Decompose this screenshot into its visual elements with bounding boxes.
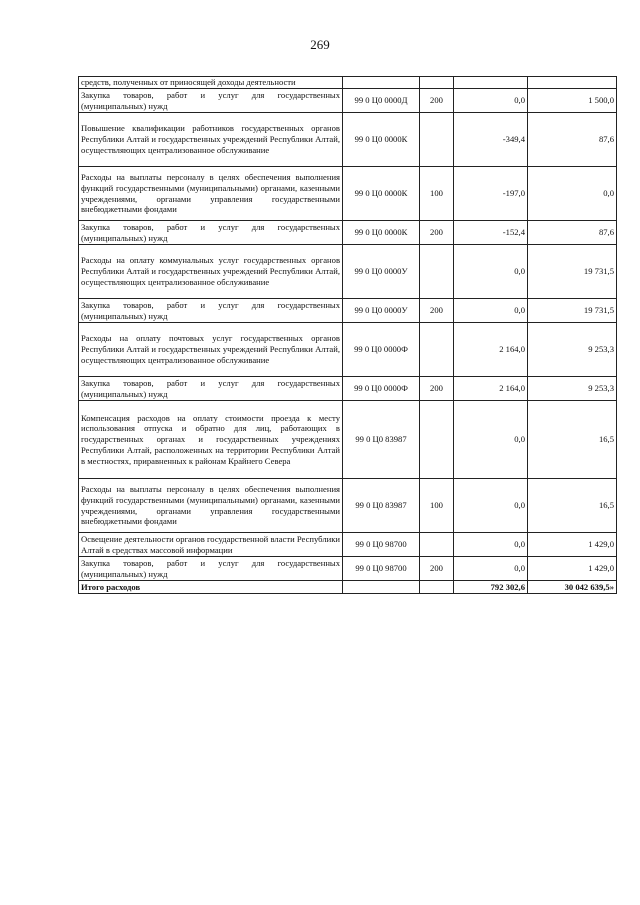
row-expense-type: 200 bbox=[420, 557, 454, 581]
row-amount-total: 0,0 bbox=[528, 167, 617, 221]
row-code: 99 0 Ц0 83987 bbox=[343, 479, 420, 533]
row-code bbox=[343, 77, 420, 89]
row-amount-total: 1 429,0 bbox=[528, 557, 617, 581]
total-code-empty bbox=[343, 581, 420, 594]
expenditure-table bbox=[78, 76, 617, 594]
row-expense-type bbox=[420, 77, 454, 89]
row-name: Закупка товаров, работ и услуг для государственных (муниципальных) нужд bbox=[79, 89, 343, 113]
row-name: Закупка товаров, работ и услуг для государственных (муниципальных) нужд bbox=[79, 221, 343, 245]
row-name: Расходы на выплаты персоналу в целях обеспечения выполнения функций государственными (муниципальными) органами, казенными учреждениями, органами управления государственными внебюджетными фондами bbox=[79, 479, 343, 533]
row-expense-type bbox=[420, 245, 454, 299]
total-label: Итого расходов bbox=[79, 581, 343, 594]
table-row bbox=[79, 479, 617, 533]
table-row bbox=[79, 167, 617, 221]
row-name: средств, полученных от приносящей доходы деятельности bbox=[79, 77, 343, 89]
row-expense-type bbox=[420, 113, 454, 167]
row-code: 99 0 Ц0 0000Д bbox=[343, 89, 420, 113]
row-amount-change: 0,0 bbox=[454, 557, 528, 581]
table-row bbox=[79, 299, 617, 323]
row-amount-total: 16,5 bbox=[528, 401, 617, 479]
row-amount-total: 19 731,5 bbox=[528, 245, 617, 299]
row-amount-change: -197,0 bbox=[454, 167, 528, 221]
row-amount-total: 87,6 bbox=[528, 221, 617, 245]
row-amount-total: 87,6 bbox=[528, 113, 617, 167]
total-type-empty bbox=[420, 581, 454, 594]
row-amount-change: 0,0 bbox=[454, 533, 528, 557]
row-name: Компенсация расходов на оплату стоимости проезда к месту использования отпуска и обратно для лиц, работающих в государственных органах и государственных учреждениях Республики Алтай, расположенных на территории Республики Алтай в местностях, приравненных к районам Крайнего Севера bbox=[79, 401, 343, 479]
row-code: 99 0 Ц0 0000К bbox=[343, 113, 420, 167]
row-name: Закупка товаров, работ и услуг для государственных (муниципальных) нужд bbox=[79, 377, 343, 401]
row-expense-type bbox=[420, 533, 454, 557]
row-name: Повышение квалификации работников государственных органов Республики Алтай и государственных учреждений Республики Алтай, осуществляющих централизованное обслуживание bbox=[79, 113, 343, 167]
row-code: 99 0 Ц0 0000Ф bbox=[343, 377, 420, 401]
row-name: Расходы на выплаты персоналу в целях обеспечения выполнения функций государственными (муниципальными) органами, казенными учреждениями, органами управления государственными внебюджетными фондами bbox=[79, 167, 343, 221]
row-expense-type: 100 bbox=[420, 479, 454, 533]
table-row bbox=[79, 401, 617, 479]
row-amount-change bbox=[454, 77, 528, 89]
row-name: Закупка товаров, работ и услуг для государственных (муниципальных) нужд bbox=[79, 557, 343, 581]
row-amount-change: 0,0 bbox=[454, 89, 528, 113]
row-amount-change: 0,0 bbox=[454, 245, 528, 299]
row-amount-total: 9 253,3 bbox=[528, 377, 617, 401]
row-code: 99 0 Ц0 0000К bbox=[343, 167, 420, 221]
row-name: Расходы на оплату коммунальных услуг государственных органов Республики Алтай и государственных учреждений Республики Алтай, осуществляющих централизованное обслуживание bbox=[79, 245, 343, 299]
row-amount-total: 1 500,0 bbox=[528, 89, 617, 113]
row-amount-change: 2 164,0 bbox=[454, 377, 528, 401]
row-amount-change: 2 164,0 bbox=[454, 323, 528, 377]
row-name: Освещение деятельности органов государственной власти Республики Алтай в средствах массовой информации bbox=[79, 533, 343, 557]
page-number: 269 bbox=[310, 37, 330, 52]
row-code: 99 0 Ц0 0000К bbox=[343, 221, 420, 245]
row-amount-total: 16,5 bbox=[528, 479, 617, 533]
row-expense-type: 200 bbox=[420, 299, 454, 323]
table-row bbox=[79, 323, 617, 377]
row-amount-change: -349,4 bbox=[454, 113, 528, 167]
row-code: 99 0 Ц0 98700 bbox=[343, 557, 420, 581]
row-amount-total: 1 429,0 bbox=[528, 533, 617, 557]
row-amount-change: 0,0 bbox=[454, 401, 528, 479]
row-amount-change: 0,0 bbox=[454, 479, 528, 533]
row-expense-type: 200 bbox=[420, 377, 454, 401]
row-name: Расходы на оплату почтовых услуг государственных органов Республики Алтай и государственных учреждений Республики Алтай, осуществляющих централизованное обслуживание bbox=[79, 323, 343, 377]
table-row bbox=[79, 557, 617, 581]
row-expense-type: 100 bbox=[420, 167, 454, 221]
row-amount-total bbox=[528, 77, 617, 89]
row-code: 99 0 Ц0 83987 bbox=[343, 401, 420, 479]
row-amount-change: 0,0 bbox=[454, 299, 528, 323]
row-expense-type: 200 bbox=[420, 221, 454, 245]
table-row bbox=[79, 245, 617, 299]
row-expense-type bbox=[420, 401, 454, 479]
row-expense-type: 200 bbox=[420, 89, 454, 113]
row-amount-total: 9 253,3 bbox=[528, 323, 617, 377]
table-row bbox=[79, 221, 617, 245]
total-amount-total: 30 042 639,5» bbox=[528, 581, 617, 594]
row-name: Закупка товаров, работ и услуг для государственных (муниципальных) нужд bbox=[79, 299, 343, 323]
row-amount-change: -152,4 bbox=[454, 221, 528, 245]
row-expense-type bbox=[420, 323, 454, 377]
table-row bbox=[79, 89, 617, 113]
row-code: 99 0 Ц0 0000Ф bbox=[343, 323, 420, 377]
row-code: 99 0 Ц0 98700 bbox=[343, 533, 420, 557]
row-amount-total: 19 731,5 bbox=[528, 299, 617, 323]
total-amount-change: 792 302,6 bbox=[454, 581, 528, 594]
row-code: 99 0 Ц0 0000У bbox=[343, 245, 420, 299]
table-row bbox=[79, 377, 617, 401]
row-code: 99 0 Ц0 0000У bbox=[343, 299, 420, 323]
total-row bbox=[79, 581, 617, 594]
table-row bbox=[79, 113, 617, 167]
table-row bbox=[79, 77, 617, 89]
table-row bbox=[79, 533, 617, 557]
